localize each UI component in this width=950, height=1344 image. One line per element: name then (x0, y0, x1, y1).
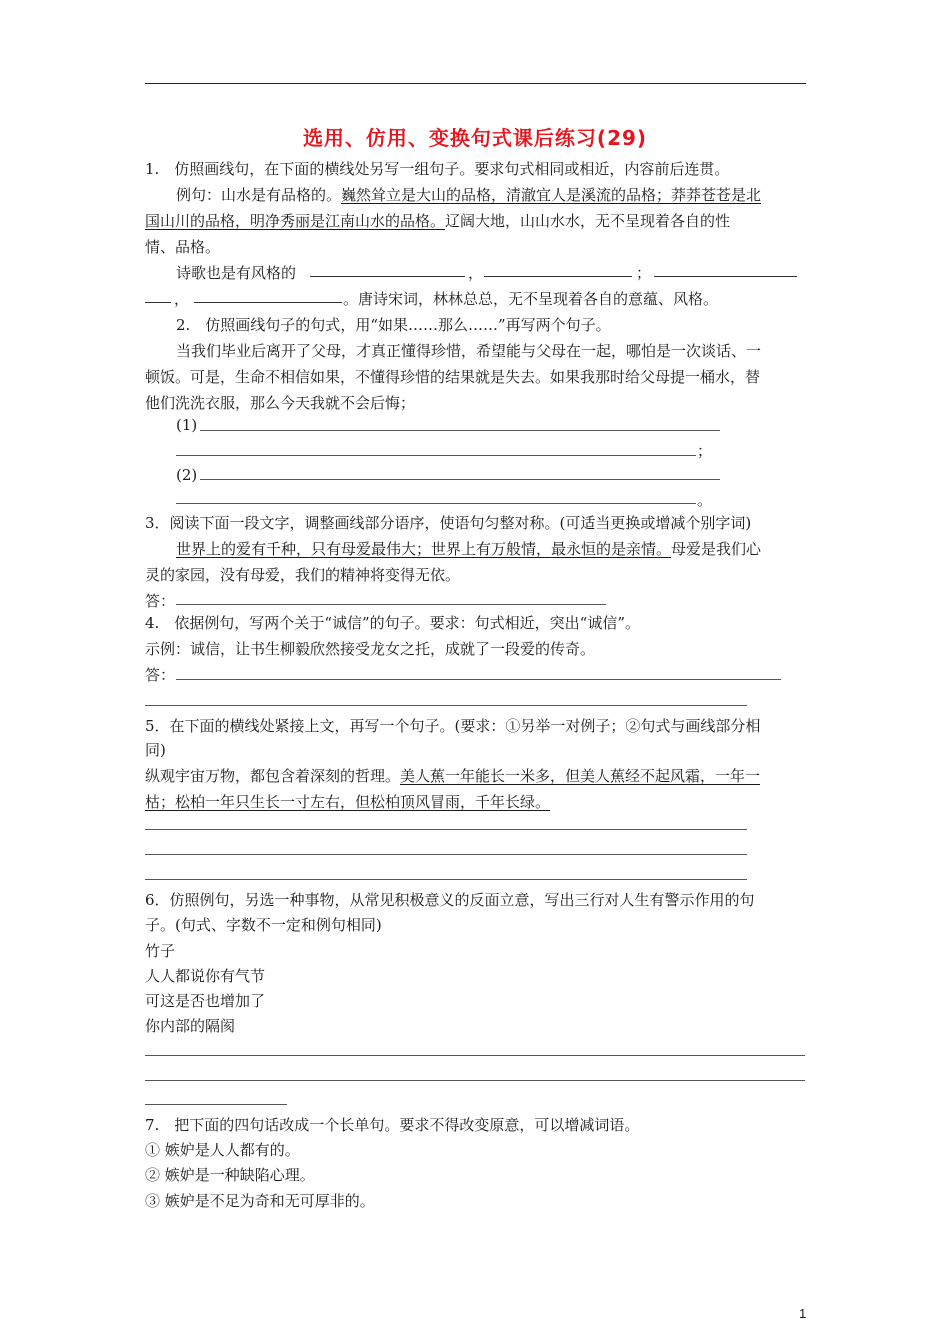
q5-answer-line-3[interactable] (145, 879, 747, 880)
q2-passage-2: 顿饭。可是，生命不相信如果，不懂得珍惜的结果就是失去。如果我那时给父母提一桶水，替 (145, 368, 761, 386)
q4-answer-line-1[interactable] (176, 679, 781, 680)
q1-comma-2: ， (174, 290, 190, 308)
q1-example-underlined-1: 巍然耸立是大山的品格，清澈宜人是溪流的品格；莽莽苍苍是北 (341, 186, 762, 204)
header-rule (145, 83, 806, 84)
q2-answer-1a[interactable] (200, 430, 720, 431)
q1-answer-blank-4[interactable] (194, 302, 342, 303)
q3-underlined-text: 世界上的爱有千种，只有母爱最伟大；世界上有万般情，最永恒的是亲情。 (176, 540, 672, 558)
q5-underlined-1: 美人蕉一年能长一米多，但美人蕉经不起风霜，一年一 (400, 767, 761, 785)
q2-answer-1b[interactable] (176, 455, 696, 456)
page-number: 1 (799, 1306, 807, 1321)
q7-item-2: ② 嫉妒是一种缺陷心理。 (145, 1166, 315, 1184)
q2-answer-2b[interactable] (176, 503, 696, 504)
q6-poem-line-2: 人人都说你有气节 (145, 967, 266, 985)
q2-semicolon: ； (697, 442, 713, 460)
q6-poem-line-3: 可这是否也增加了 (145, 992, 266, 1010)
q6-answer-line-2[interactable] (145, 1080, 805, 1081)
q1-example-underlined-2: 国山川的品格，明净秀丽是江南山水的品格。 (145, 212, 446, 230)
q2-passage-3: 他们洗洗衣服，那么今天我就不会后悔； (145, 394, 416, 412)
q3-answer-label: 答： (145, 592, 176, 610)
q2-item-2-label: (2) (176, 466, 198, 484)
q1-comma-1: ， (468, 264, 484, 282)
q2-passage-1: 当我们毕业后离开了父母，才真正懂得珍惜，希望能与父母在一起，哪怕是一次谈话、一 (176, 342, 762, 360)
q4-stem: 4. 依据例句，写两个关于“诚信”的句子。要求：句式相近，突出“诚信”。 (145, 614, 640, 632)
q3-passage-line1 (176, 539, 761, 559)
q6-poem-line-4: 你内部的隔阂 (145, 1017, 236, 1035)
q5-answer-line-1[interactable] (145, 829, 747, 830)
q1-example-lead: 例句：山水是有品格的。 (176, 186, 342, 204)
q7-item-1: ① 嫉妒是人人都有的。 (145, 1141, 300, 1159)
q1-example-line3: 情、品格。 (145, 238, 221, 256)
q4-answer-label: 答： (145, 666, 176, 684)
q1-answer-blank-3b[interactable] (145, 302, 171, 303)
q7-stem: 7. 把下面的四句话改成一个长单句。要求不得改变原意，可以增减词语。 (145, 1116, 640, 1134)
q5-passage-line2 (145, 792, 550, 812)
q4-example: 示例：诚信，让书生柳毅欣然接受龙女之托，成就了一段爱的传奇。 (145, 640, 596, 658)
q1-answer-blank-3[interactable] (654, 276, 797, 277)
q5-passage-lead: 纵观宇宙万物，都包含着深刻的哲理。 (145, 767, 401, 785)
q5-stem: 5．在下面的横线处紧接上文，再写一个句子。(要求：①另举一对例子；②句式与画线部分相 (145, 717, 761, 735)
q6-poem-line-1: 竹子 (145, 942, 176, 960)
q5-underlined-2: 枯；松柏一年只生长一寸左右，但松柏顶风冒雨，千年长绿。 (145, 793, 551, 811)
q3-answer-line[interactable] (176, 604, 606, 605)
q5-stem-cont: 同) (145, 741, 166, 759)
q7-item-3: ③ 嫉妒是不足为奇和无可厚非的。 (145, 1192, 375, 1210)
q2-period: 。 (697, 491, 713, 509)
q5-answer-line-2[interactable] (145, 854, 747, 855)
q6-answer-line-3[interactable] (145, 1104, 287, 1105)
q4-answer-line-2[interactable] (145, 705, 747, 706)
q2-item-1-label: (1) (176, 416, 198, 434)
q1-answer-blank-2[interactable] (484, 276, 632, 277)
q3-passage-rest: 母爱是我们心 (671, 540, 762, 558)
q1-semicolon: ； (636, 264, 652, 282)
q2-answer-2a[interactable] (200, 479, 720, 480)
q1-example-line2 (145, 211, 730, 231)
q1-answer-blank-1[interactable] (310, 276, 465, 277)
q1-example-line1 (176, 185, 761, 205)
q6-stem: 6．仿照例句，另选一种事物，从常见积极意义的反面立意，写出三行对人生有警示作用的句 (145, 891, 755, 909)
q1-fill-tail: 。唐诗宋词，林林总总，无不呈现着各自的意蕴、风格。 (343, 290, 719, 308)
q3-stem: 3．阅读下面一段文字，调整画线部分语序，使语句匀整对称。(可适当更换或增减个别字词) (145, 514, 752, 532)
q1-fill-lead: 诗歌也是有风格的 (176, 264, 297, 282)
page-title: 选用、仿用、变换句式课后练习(29) (302, 126, 648, 150)
q6-answer-line-1[interactable] (145, 1055, 805, 1056)
q1-stem: 1. 仿照画线句，在下面的横线处另写一组句子。要求句式相同或相近，内容前后连贯。 (145, 160, 730, 178)
q3-passage-line2: 灵的家园，没有母爱，我们的精神将变得无依。 (145, 566, 461, 584)
q2-stem: 2. 仿照画线句子的句式，用“如果……那么……”再写两个句子。 (176, 316, 611, 334)
q1-example-tail: 辽阔大地，山山水水，无不呈现着各自的性 (445, 212, 731, 230)
q5-passage-line1 (145, 766, 760, 786)
q6-stem-cont: 子。(句式、字数不一定和例句相同) (145, 916, 382, 934)
